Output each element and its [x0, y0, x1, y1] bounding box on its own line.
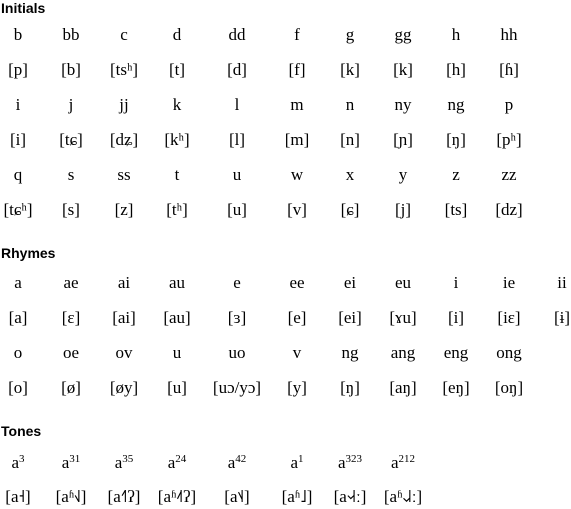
ipa-cell: [pʰ] — [496, 130, 522, 149]
table-row — [0, 93, 571, 117]
letter-cell: h — [451, 25, 461, 44]
letter-cell: a — [14, 273, 22, 292]
ipa-cell: [j] — [394, 200, 412, 219]
table-row — [0, 306, 571, 330]
tone-base-letter: a — [290, 453, 299, 472]
ipa-cell: [ɦ] — [499, 60, 519, 79]
table-row — [0, 58, 571, 82]
letter-cell: ng — [447, 95, 465, 114]
ipa-cell: [kʰ] — [164, 130, 190, 149]
table-row — [0, 23, 571, 47]
ipa-cell: [p] — [8, 60, 28, 79]
rhymes-heading: Rhymes — [1, 245, 56, 261]
letter-cell: c — [120, 25, 128, 44]
ipa-cell: [i] — [9, 130, 27, 149]
letter-cell: p — [504, 95, 514, 114]
tone-number: 323 — [345, 453, 363, 465]
letter-cell: x — [345, 165, 355, 184]
letter-cell: ov — [115, 343, 133, 362]
tone-base-letter: a — [227, 453, 236, 472]
ipa-cell: [o] — [8, 378, 28, 397]
letter-cell: au — [168, 273, 186, 292]
letter-cell: jj — [119, 95, 129, 114]
ipa-cell: [l] — [228, 130, 246, 149]
ipa-cell: [ŋ] — [340, 378, 360, 397]
table-row — [0, 128, 571, 152]
ipa-cell: [dʑ] — [109, 130, 139, 149]
letter-cell: k — [172, 95, 182, 114]
letter-cell: ae — [63, 273, 79, 292]
tone-cell — [323, 451, 377, 475]
tone-cell — [376, 451, 430, 475]
ipa-cell: [e] — [287, 308, 307, 327]
letter-cell: w — [290, 165, 304, 184]
tone-cell — [97, 451, 151, 475]
letter-cell: u — [172, 343, 182, 362]
table-row — [0, 376, 571, 400]
ipa-cell: [ɕ] — [340, 200, 360, 219]
ipa-cell: [tɕ] — [59, 130, 83, 149]
ipa-cell: [uɔ/yɔ] — [212, 378, 262, 397]
letter-cell: ee — [289, 273, 305, 292]
letter-cell: eu — [394, 273, 412, 292]
table-row — [0, 341, 571, 365]
tone-cell — [0, 451, 45, 475]
letter-cell: ss — [117, 165, 131, 184]
letter-cell: g — [345, 25, 355, 44]
ipa-cell: [tʰ] — [166, 200, 188, 219]
tone-base-letter: a — [167, 453, 176, 472]
ipa-cell: [t] — [168, 60, 186, 79]
table-row — [0, 198, 571, 222]
ipa-cell: [v] — [287, 200, 307, 219]
ipa-cell: [ts] — [444, 200, 468, 219]
table-row — [0, 271, 571, 295]
letter-cell: uo — [228, 343, 246, 362]
tone-cell — [270, 451, 324, 475]
ipa-cell: [ɤu] — [389, 308, 417, 327]
ipa-cell: [eŋ] — [442, 378, 470, 397]
letter-cell: oe — [62, 343, 80, 362]
ipa-cell: [f] — [288, 60, 306, 79]
letter-cell: f — [294, 25, 300, 44]
table-row — [0, 163, 571, 187]
letter-cell: d — [172, 25, 182, 44]
letter-cell: o — [13, 343, 23, 362]
tone-number: 24 — [175, 453, 187, 465]
tones-heading: Tones — [1, 423, 42, 439]
ipa-cell: [ai] — [112, 308, 136, 327]
ipa-cell: [k] — [340, 60, 360, 79]
letter-cell: ie — [502, 273, 516, 292]
letter-cell: u — [232, 165, 242, 184]
ipa-cell: [ɨ] — [553, 308, 571, 327]
ipa-cell: [ɜ] — [227, 308, 247, 327]
ipa-cell: [a˧] — [5, 487, 31, 506]
tone-number: 35 — [122, 453, 134, 465]
ipa-cell: [k] — [393, 60, 413, 79]
tone-base-letter: a — [11, 453, 20, 472]
tone-cell — [150, 451, 204, 475]
tone-base-letter: a — [61, 453, 70, 472]
letter-cell: ang — [390, 343, 416, 362]
ipa-cell: [aŋ] — [389, 378, 417, 397]
ipa-cell: [oŋ] — [494, 378, 524, 397]
tone-cell — [210, 451, 264, 475]
tone-number: 1 — [298, 453, 304, 465]
ipa-cell: [b] — [61, 60, 81, 79]
ipa-cell: [u] — [167, 378, 187, 397]
letter-cell: e — [233, 273, 241, 292]
ipa-cell: [a] — [8, 308, 28, 327]
ipa-cell: [dz] — [495, 200, 523, 219]
initials-heading: Initials — [1, 0, 46, 16]
letter-cell: i — [453, 273, 459, 292]
letter-cell: v — [292, 343, 302, 362]
ipa-cell: [aʱ˩] — [281, 487, 313, 506]
ipa-cell: [y] — [287, 378, 307, 397]
ipa-cell: [u] — [227, 200, 247, 219]
ipa-cell: [a˧˨˧ː] — [333, 487, 367, 506]
ipa-cell: [a˧˥ʔ] — [107, 487, 141, 506]
ipa-cell: [h] — [446, 60, 466, 79]
letter-cell: n — [345, 95, 355, 114]
ipa-cell: [tsʰ] — [109, 60, 139, 79]
tone-number: 42 — [235, 453, 247, 465]
letter-cell: i — [15, 95, 21, 114]
letter-cell: q — [13, 165, 23, 184]
table-row — [0, 485, 571, 509]
letter-cell: ei — [343, 273, 357, 292]
letter-cell: j — [68, 95, 74, 114]
letter-cell: z — [452, 165, 460, 184]
letter-cell: bb — [62, 25, 80, 44]
letter-cell: s — [67, 165, 75, 184]
ipa-cell: [i] — [447, 308, 465, 327]
ipa-cell: [ei] — [338, 308, 362, 327]
ipa-cell: [tɕʰ] — [3, 200, 33, 219]
ipa-cell: [d] — [227, 60, 247, 79]
letter-cell: hh — [500, 25, 518, 44]
tone-base-letter: a — [114, 453, 123, 472]
ipa-cell: [au] — [163, 308, 191, 327]
letter-cell: ii — [557, 273, 567, 292]
letter-cell: b — [13, 25, 23, 44]
tone-number: 3 — [19, 453, 25, 465]
ipa-cell: [ø] — [61, 378, 81, 397]
ipa-cell: [aʱ˧˩] — [55, 487, 87, 506]
ipa-cell: [z] — [114, 200, 134, 219]
letter-cell: zz — [501, 165, 517, 184]
ipa-cell: [a˦˨] — [224, 487, 250, 506]
tone-base-letter: a — [337, 453, 346, 472]
ipa-cell: [øy] — [109, 378, 139, 397]
ipa-cell: [aʱ˨˦ʔ] — [157, 487, 197, 506]
tone-number: 31 — [69, 453, 81, 465]
letter-cell: gg — [394, 25, 412, 44]
ipa-cell: [ɲ] — [393, 130, 413, 149]
letter-cell: dd — [228, 25, 246, 44]
letter-cell: l — [234, 95, 240, 114]
tone-cell — [44, 451, 98, 475]
ipa-cell: [ɛ] — [61, 308, 81, 327]
ipa-cell: [s] — [62, 200, 80, 219]
ipa-cell: [m] — [284, 130, 310, 149]
ipa-cell: [iɛ] — [497, 308, 521, 327]
letter-cell: ong — [496, 343, 522, 362]
letter-cell: y — [398, 165, 408, 184]
ipa-cell: [ŋ] — [446, 130, 466, 149]
letter-cell: ng — [341, 343, 359, 362]
letter-cell: ny — [394, 95, 412, 114]
tone-number: 212 — [398, 453, 416, 465]
ipa-cell: [n] — [340, 130, 360, 149]
ipa-cell: [aʱ˨˩˨ː] — [383, 487, 423, 506]
table-row — [0, 451, 571, 475]
letter-cell: ai — [117, 273, 131, 292]
letter-cell: eng — [443, 343, 469, 362]
letter-cell: m — [290, 95, 304, 114]
tone-base-letter: a — [390, 453, 399, 472]
letter-cell: t — [174, 165, 180, 184]
